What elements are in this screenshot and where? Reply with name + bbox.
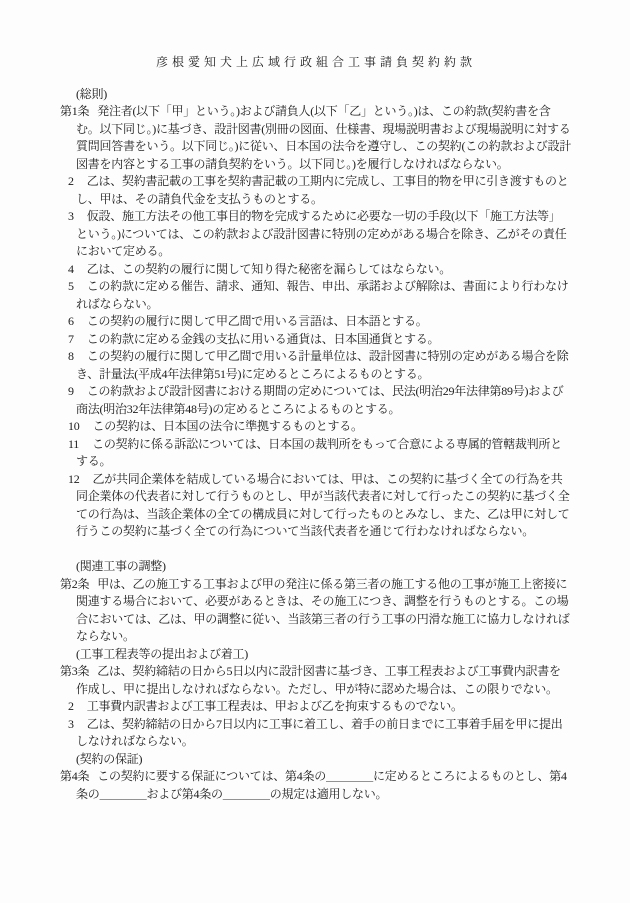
clause-number: 3 bbox=[68, 209, 74, 223]
clause-paragraph bbox=[60, 471, 572, 541]
clause-number: 12 bbox=[68, 471, 80, 486]
paragraph-text: この約款に定める金銭の支払に用いる通貨は、日本国通貨とする。 bbox=[86, 331, 440, 346]
paragraph-text: この約款に定める催告、請求、通知、報告、申出、承諾および解除は、書面により行わなければならない。 bbox=[76, 279, 569, 311]
article-number-label: 第1条 bbox=[60, 104, 90, 118]
clause-paragraph bbox=[60, 348, 572, 383]
clause-paragraph bbox=[60, 278, 572, 313]
clause-paragraph bbox=[60, 331, 572, 349]
paragraph-text: この契約は、日本国の法令に準拠するものとする。 bbox=[92, 419, 363, 433]
clause-paragraph bbox=[60, 716, 572, 751]
clause-number: 8 bbox=[68, 349, 74, 363]
clause-number: 6 bbox=[68, 314, 74, 328]
clause-number: 9 bbox=[68, 384, 74, 398]
paragraph-text: 発注者(以下「甲」という。)および請負人(以下「乙」という。)は、この約款(契約書を含む。以下同じ。)に基づき、設計図書(別冊の図面、仕様書、現場説明書および現場説明に対する質問回答書をいう。以下同じ。)に従い、日本国の法令を遵守し、この契約(この約款および設計図書を内容とする工事の請負契約をいう。以下同じ。)を履行しなければならない。 bbox=[76, 104, 571, 171]
clause-paragraph bbox=[60, 173, 572, 208]
section-heading bbox=[76, 86, 572, 104]
section-heading-text: (工事工程表等の提出および着工) bbox=[76, 646, 248, 661]
paragraph-text: この契約の履行に関して甲乙間で用いる言語は、日本語とする。 bbox=[86, 314, 428, 328]
clause-paragraph bbox=[60, 208, 572, 261]
clause-paragraph bbox=[60, 313, 572, 331]
clause-paragraph bbox=[60, 261, 572, 279]
article-number-label: 第3条 bbox=[60, 664, 90, 678]
section-heading-text: (総則) bbox=[76, 86, 107, 101]
article-paragraph bbox=[60, 103, 572, 173]
article-paragraph bbox=[60, 576, 572, 646]
section-heading-text: (関連工事の調整) bbox=[76, 559, 166, 573]
clause-number: 4 bbox=[68, 261, 74, 276]
section-heading-text: (契約の保証) bbox=[76, 751, 143, 766]
paragraph-text: この契約に要する保証については、第4条の＿＿＿＿に定めるところによるものとし、第4条の＿＿＿＿および第4条の＿＿＿＿の規定は適用しない。 bbox=[76, 769, 567, 801]
section-heading bbox=[76, 558, 572, 576]
paragraph-text: 工事費内訳書および工事工程表は、甲および乙を拘束するものでない。 bbox=[86, 699, 463, 713]
article-paragraph bbox=[60, 663, 572, 698]
clause-paragraph bbox=[60, 436, 572, 471]
section-heading bbox=[76, 751, 572, 769]
clause-number: 2 bbox=[68, 699, 74, 713]
paragraph-text: この約款および設計図書における期間の定めについては、民法(明治29年法律第89号)および商法(明治32年法律第48号)の定めるところによるものとする。 bbox=[76, 384, 564, 416]
paragraph-text: 乙は、契約締結の日から7日以内に工事に着工し、着手の前日までに工事着手届を甲に提出しなければならない。 bbox=[76, 716, 563, 748]
clause-number: 7 bbox=[68, 331, 74, 346]
paragraph-text: 乙は、契約締結の日から5日以内に設計図書に基づき、工事工程表および工事費内訳書を作成し、甲に提出しなければならない。ただし、甲が特に認めた場合は、この限りでない。 bbox=[76, 664, 561, 696]
article-number-label: 第4条 bbox=[60, 769, 90, 783]
paragraph-text: 乙は、この契約の履行に関して知り得た秘密を漏らしてはならない。 bbox=[86, 261, 452, 276]
clause-paragraph bbox=[60, 383, 572, 418]
paragraph-text: 仮設、施工方法その他工事目的物を完成するために必要な一切の手段(以下「施工方法等」という。)については、この約款および設計図書に特別の定めがある場合を除き、乙がその責任において定める。 bbox=[76, 209, 567, 258]
paragraph-text: 乙が共同企業体を結成している場合においては、甲は、この契約に基づく全ての行為を共同企業体の代表者に対して行うものとし、甲が当該代表者に対して行ったこの契約に基づく全ての行為は、当該企業体の全ての構成員に対して行ったものとみなし、また、乙は甲に対して行うこの契約に基づく全ての行為について当該代表者を通じて行わなければならない。 bbox=[76, 471, 570, 538]
clause-number: 11 bbox=[68, 436, 80, 451]
clause-number: 3 bbox=[68, 716, 74, 731]
paragraph-text: 甲は、乙の施工する工事および甲の発注に係る第三者の施工する他の工事が施工上密接に関連する場合において、必要があるときは、その施工につき、調整を行うものとする。この場合においては、乙は、甲の調整に従い、当該第三者の行う工事の円滑な施工に協力しなければならない。 bbox=[76, 576, 570, 643]
clause-paragraph bbox=[60, 698, 572, 716]
paragraph-text: この契約の履行に関して甲乙間で用いる計量単位は、設計図書に特別の定めがある場合を除き、計量法(平成4年法律第51号)に定めるところによるものとする。 bbox=[76, 349, 569, 381]
clause-number: 10 bbox=[68, 419, 80, 433]
paragraph-text: この契約に係る訴訟については、日本国の裁判所をもって合意による専属的管轄裁判所とする。 bbox=[76, 436, 562, 468]
clause-number: 5 bbox=[68, 279, 74, 293]
clause-number: 2 bbox=[68, 174, 74, 188]
document-blocks bbox=[60, 86, 572, 804]
clause-paragraph bbox=[60, 418, 572, 436]
article-number-label: 第2条 bbox=[60, 576, 90, 591]
document-title: 彦根愛知犬上広域行政組合工事請負契約約款 bbox=[155, 55, 476, 69]
paragraph-text: 乙は、契約書記載の工事を契約書記載の工期内に完成し、工事目的物を甲に引き渡すものとし、甲は、その請負代金を支払うものとする。 bbox=[76, 174, 569, 206]
section-heading bbox=[76, 646, 572, 664]
article-paragraph bbox=[60, 768, 572, 803]
